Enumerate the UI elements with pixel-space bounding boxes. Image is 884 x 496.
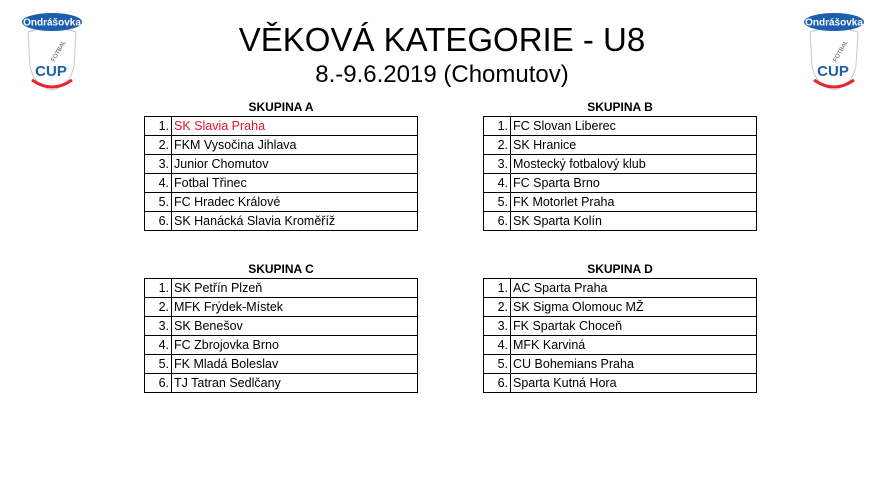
rank-cell: 4. bbox=[145, 336, 172, 355]
team-cell: SK Slavia Praha bbox=[172, 117, 418, 136]
rank-cell: 1. bbox=[145, 279, 172, 298]
team-cell: FC Slovan Liberec bbox=[511, 117, 757, 136]
table-row bbox=[145, 117, 418, 136]
team-cell: MFK Karviná bbox=[511, 336, 757, 355]
table-row bbox=[145, 193, 418, 212]
rank-cell: 2. bbox=[145, 136, 172, 155]
table-row bbox=[484, 117, 757, 136]
svg-text:CUP: CUP bbox=[35, 63, 67, 80]
table-row bbox=[484, 193, 757, 212]
team-cell: TJ Tatran Sedlčany bbox=[172, 374, 418, 393]
group-table bbox=[144, 116, 418, 231]
team-cell: AC Sparta Praha bbox=[511, 279, 757, 298]
team-cell: SK Sparta Kolín bbox=[511, 212, 757, 231]
team-cell: SK Sigma Olomouc MŽ bbox=[511, 298, 757, 317]
group-title: SKUPINA B bbox=[587, 100, 653, 114]
rank-cell: 2. bbox=[484, 298, 511, 317]
rank-cell: 1. bbox=[484, 117, 511, 136]
team-cell: FC Sparta Brno bbox=[511, 174, 757, 193]
team-cell: CU Bohemians Praha bbox=[511, 355, 757, 374]
rank-cell: 6. bbox=[484, 374, 511, 393]
page-title: VĚKOVÁ KATEGORIE - U8 bbox=[238, 21, 646, 58]
rank-cell: 2. bbox=[484, 136, 511, 155]
rank-cell: 5. bbox=[484, 355, 511, 374]
table-row bbox=[145, 317, 418, 336]
table-row bbox=[484, 374, 757, 393]
group-title: SKUPINA A bbox=[248, 100, 314, 114]
rank-cell: 3. bbox=[484, 155, 511, 174]
rank-cell: 5. bbox=[145, 355, 172, 374]
group-table bbox=[483, 278, 757, 393]
rank-cell: 6. bbox=[145, 212, 172, 231]
team-cell: SK Petřín Plzeň bbox=[172, 279, 418, 298]
team-cell: MFK Frýdek-Místek bbox=[172, 298, 418, 317]
table-row bbox=[145, 174, 418, 193]
team-cell: SK Benešov bbox=[172, 317, 418, 336]
rank-cell: 1. bbox=[484, 279, 511, 298]
table-row bbox=[484, 298, 757, 317]
rank-cell: 2. bbox=[145, 298, 172, 317]
group-b bbox=[483, 100, 757, 231]
team-cell: FK Mladá Boleslav bbox=[172, 355, 418, 374]
group-c bbox=[144, 262, 418, 393]
svg-text:CUP: CUP bbox=[817, 63, 849, 80]
table-row bbox=[145, 355, 418, 374]
table-row bbox=[484, 355, 757, 374]
table-row bbox=[145, 212, 418, 231]
team-cell: Mostecký fotbalový klub bbox=[511, 155, 757, 174]
team-cell: Fotbal Třinec bbox=[172, 174, 418, 193]
table-row bbox=[145, 336, 418, 355]
team-cell: SK Hranice bbox=[511, 136, 757, 155]
table-row bbox=[145, 298, 418, 317]
rank-cell: 4. bbox=[484, 174, 511, 193]
rank-cell: 3. bbox=[145, 317, 172, 336]
team-cell: FKM Vysočina Jihlava bbox=[172, 136, 418, 155]
rank-cell: 4. bbox=[145, 174, 172, 193]
team-cell: Sparta Kutná Hora bbox=[511, 374, 757, 393]
table-row bbox=[484, 174, 757, 193]
table-row bbox=[484, 136, 757, 155]
rank-cell: 6. bbox=[145, 374, 172, 393]
group-table bbox=[144, 278, 418, 393]
team-cell: SK Hanácká Slavia Kroměříž bbox=[172, 212, 418, 231]
group-table bbox=[483, 116, 757, 231]
team-cell: FC Zbrojovka Brno bbox=[172, 336, 418, 355]
rank-cell: 4. bbox=[484, 336, 511, 355]
group-d bbox=[483, 262, 757, 393]
team-cell: FK Spartak Choceň bbox=[511, 317, 757, 336]
table-row bbox=[484, 317, 757, 336]
event-date-location: 8.-9.6.2019 (Chomutov) bbox=[315, 61, 569, 88]
group-a bbox=[144, 100, 418, 231]
rank-cell: 3. bbox=[145, 155, 172, 174]
svg-text:Ondrášovka: Ondrášovka bbox=[805, 17, 863, 29]
table-row bbox=[484, 279, 757, 298]
table-row bbox=[145, 155, 418, 174]
table-row bbox=[484, 155, 757, 174]
group-title: SKUPINA C bbox=[248, 262, 314, 276]
table-row bbox=[145, 279, 418, 298]
rank-cell: 5. bbox=[145, 193, 172, 212]
rank-cell: 5. bbox=[484, 193, 511, 212]
svg-text:FOTBAL: FOTBAL bbox=[832, 39, 850, 64]
rank-cell: 6. bbox=[484, 212, 511, 231]
table-row bbox=[145, 136, 418, 155]
table-row bbox=[484, 336, 757, 355]
table-row bbox=[145, 374, 418, 393]
rank-cell: 3. bbox=[484, 317, 511, 336]
svg-text:Ondrášovka: Ondrášovka bbox=[23, 17, 81, 29]
team-cell: Junior Chomutov bbox=[172, 155, 418, 174]
team-cell: FK Motorlet Praha bbox=[511, 193, 757, 212]
svg-text:FOTBAL: FOTBAL bbox=[50, 39, 68, 64]
group-title: SKUPINA D bbox=[587, 262, 653, 276]
table-row bbox=[484, 212, 757, 231]
rank-cell: 1. bbox=[145, 117, 172, 136]
team-cell: FC Hradec Králové bbox=[172, 193, 418, 212]
